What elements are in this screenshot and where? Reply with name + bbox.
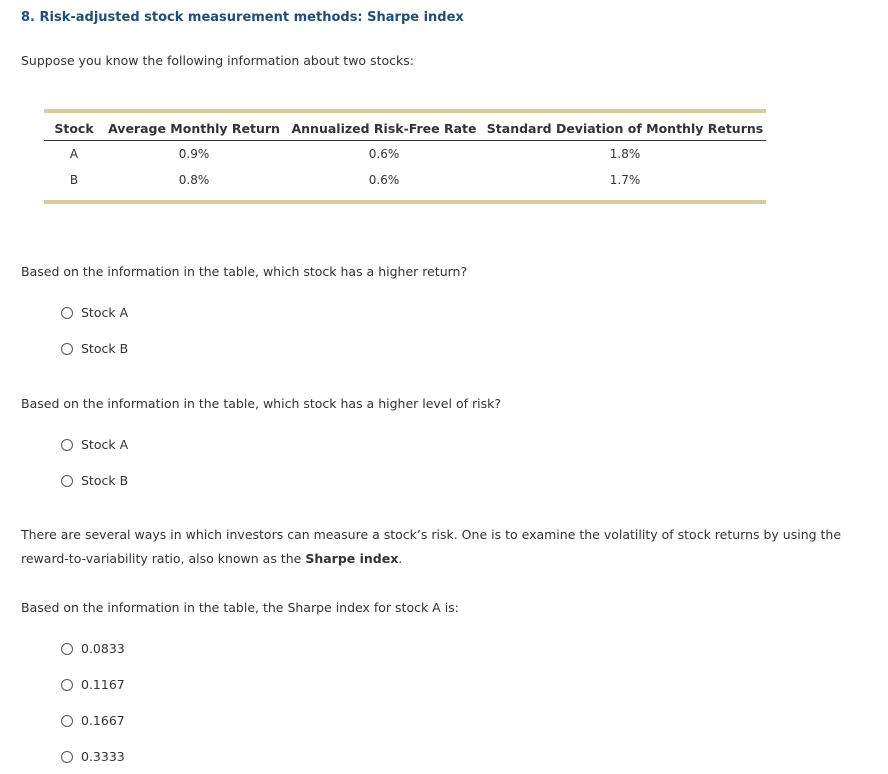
cell-standard-deviation: 1.8%	[609, 147, 641, 161]
cell-risk-free-rate: 0.6%	[368, 147, 400, 161]
option-label: 0.1667	[81, 713, 125, 728]
table-row	[44, 141, 766, 168]
cell-average-monthly-return: 0.8%	[178, 173, 210, 187]
cell-average-monthly-return: 0.9%	[178, 147, 210, 161]
cell-stock: A	[69, 147, 79, 161]
q2-option-stock-b[interactable]	[61, 473, 128, 488]
page-title: 8. Risk-adjusted stock measurement methods: Sharpe index	[21, 10, 464, 25]
header-standard-deviation: Standard Deviation of Monthly Returns	[484, 121, 766, 141]
radio-button[interactable]	[61, 679, 73, 691]
option-label: 0.3333	[81, 749, 125, 764]
cell-stock: B	[69, 173, 79, 187]
header-average-monthly-return: Average Monthly Return	[104, 121, 284, 141]
q3-option-4[interactable]	[61, 749, 125, 764]
question-higher-risk: Based on the information in the table, which stock has a higher level of risk?	[21, 396, 501, 411]
q1-option-stock-a[interactable]	[61, 305, 128, 320]
sharpe-index-term: Sharpe index	[305, 551, 399, 566]
intro-text: Suppose you know the following information about two stocks:	[21, 53, 414, 68]
q1-option-stock-b[interactable]	[61, 341, 128, 356]
sharpe-explanation	[21, 523, 885, 571]
q3-option-2[interactable]	[61, 677, 125, 692]
option-label: Stock A	[81, 437, 129, 452]
q3-option-3[interactable]	[61, 713, 125, 728]
cell-standard-deviation: 1.7%	[609, 173, 641, 187]
radio-button[interactable]	[61, 439, 73, 451]
radio-button[interactable]	[61, 751, 73, 763]
q2-option-stock-a[interactable]	[61, 437, 128, 452]
header-annualized-risk-free-rate: Annualized Risk-Free Rate	[284, 121, 484, 141]
question-sharpe-index-a: Based on the information in the table, the Sharpe index for stock A is:	[21, 600, 459, 615]
stock-table	[44, 109, 766, 204]
option-label: 0.1167	[81, 677, 125, 692]
option-label: Stock A	[81, 305, 129, 320]
radio-button[interactable]	[61, 643, 73, 655]
table-row	[44, 167, 766, 193]
explanation-text: There are several ways in which investors can measure a stock’s risk. One is to examine the volatility of stock returns by using the reward-to-variability ratio, also known as the	[21, 527, 842, 566]
radio-button[interactable]	[61, 343, 73, 355]
explanation-end: .	[398, 551, 403, 566]
cell-risk-free-rate: 0.6%	[368, 173, 400, 187]
q3-option-1[interactable]	[61, 641, 125, 656]
header-stock: Stock	[44, 121, 104, 141]
radio-button[interactable]	[61, 307, 73, 319]
option-label: 0.0833	[81, 641, 125, 656]
option-label: Stock B	[81, 341, 129, 356]
radio-button[interactable]	[61, 715, 73, 727]
question-higher-return: Based on the information in the table, which stock has a higher return?	[21, 264, 468, 279]
radio-button[interactable]	[61, 475, 73, 487]
option-label: Stock B	[81, 473, 129, 488]
